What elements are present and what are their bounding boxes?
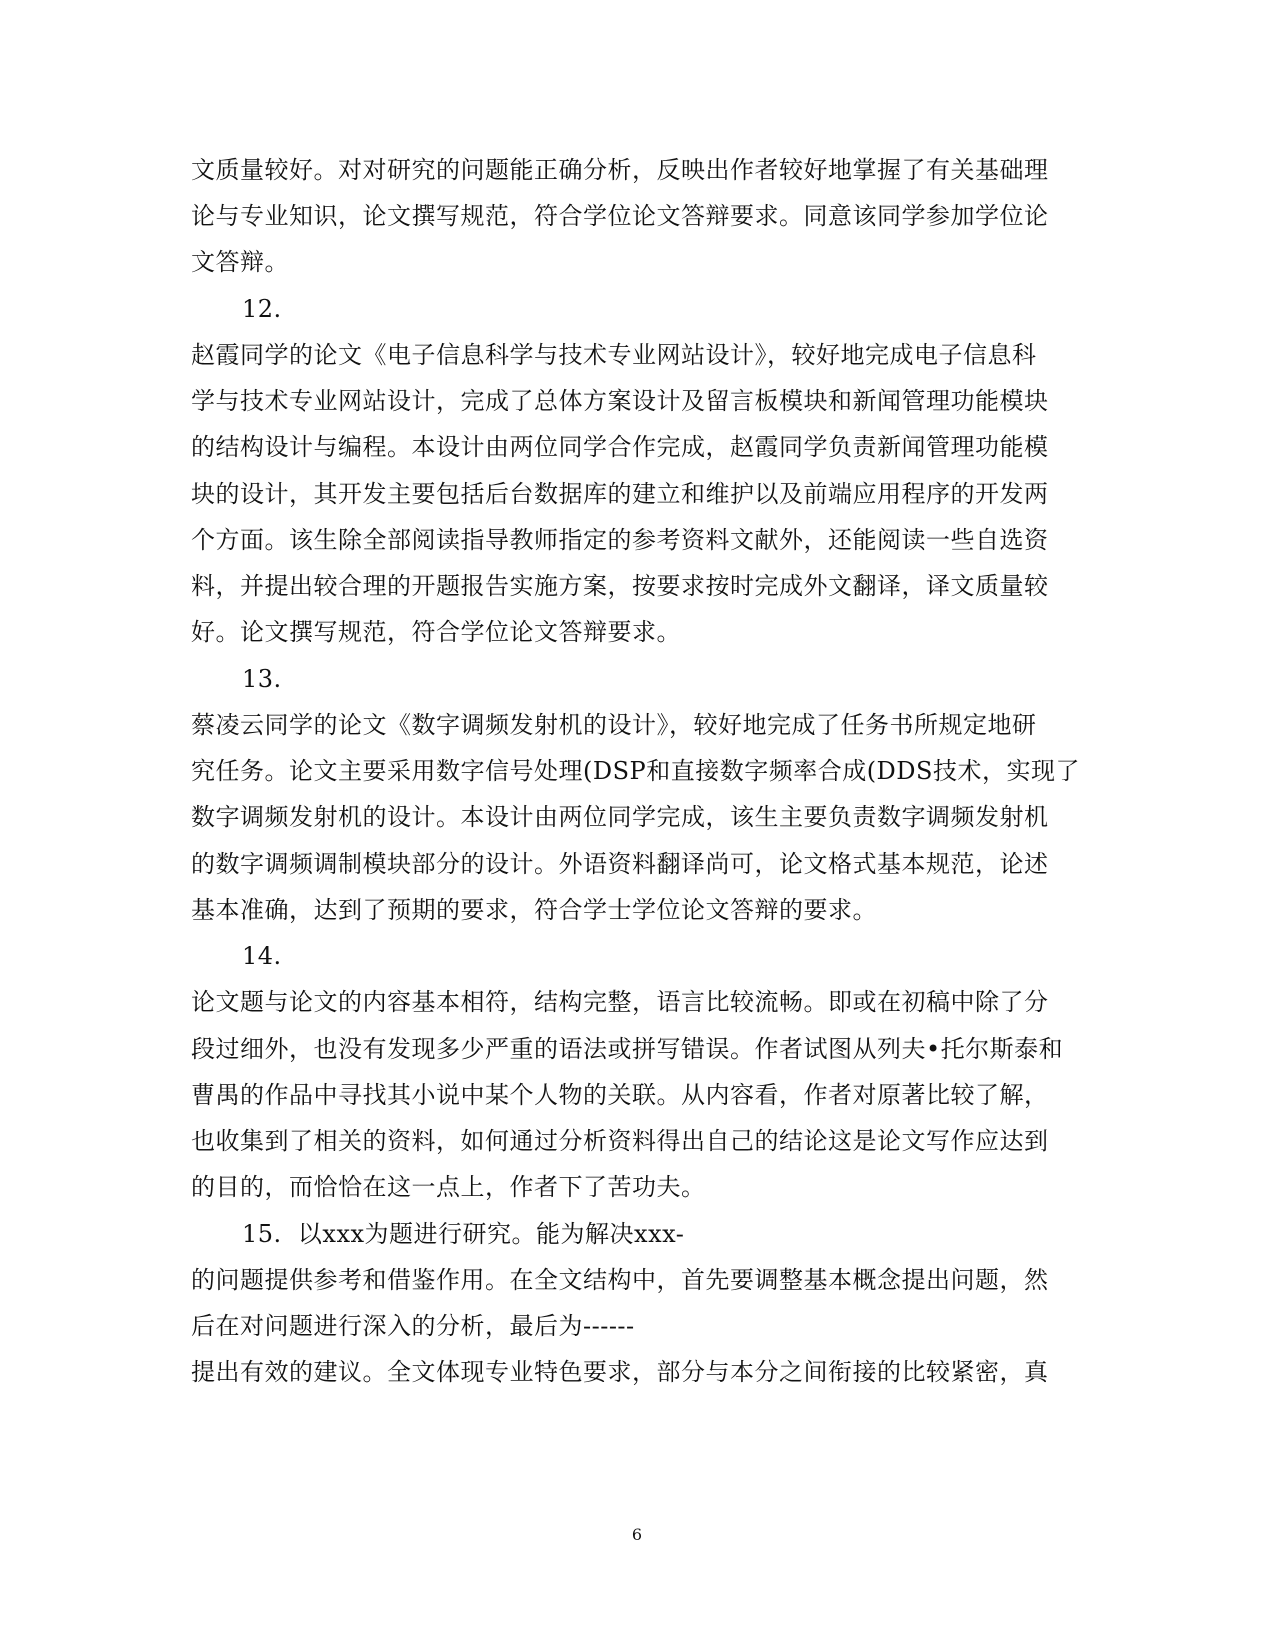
page-number: 6 <box>631 1525 643 1544</box>
item-number: 14. <box>242 942 282 970</box>
text-line: 蔡凌云同学的论文《数字调频发射机的设计》，较好地完成了任务书所规定地研 <box>191 711 1037 739</box>
text-line: 也收集到了相关的资料，如何通过分析资料得出自己的结论这是论文写作应达到 <box>191 1127 1049 1155</box>
text-line: 曹禺的作品中寻找其小说中某个人物的关联。从内容看，作者对原著比较了解， <box>191 1081 1049 1109</box>
text-line: 赵霞同学的论文《电子信息科学与技术专业网站设计》，较好地完成电子信息科 <box>191 341 1037 369</box>
text-line: 文质量较好。对对研究的问题能正确分析，反映出作者较好地掌握了有关基础理 <box>191 156 1049 184</box>
text-line: 个方面。该生除全部阅读指导教师指定的参考资料文献外，还能阅读一些自选资 <box>191 526 1049 554</box>
text-line: 学与技术专业网站设计，完成了总体方案设计及留言板模块和新闻管理功能模块 <box>191 387 1049 415</box>
text-line: 提出有效的建议。全文体现专业特色要求，部分与本分之间衔接的比较紧密，真 <box>191 1358 1049 1386</box>
text-line: 论文题与论文的内容基本相符，结构完整，语言比较流畅。即或在初稿中除了分 <box>191 988 1049 1016</box>
text-line: 15. 以xxx为题进行研究。能为解决xxx- <box>242 1220 685 1248</box>
text-line: 的数字调频调制模块部分的设计。外语资料翻译尚可，论文格式基本规范，论述 <box>191 850 1049 878</box>
item-number: 13. <box>242 665 282 693</box>
text-line: 料，并提出较合理的开题报告实施方案，按要求按时完成外文翻译，译文质量较 <box>191 572 1049 600</box>
text-line: 块的设计，其开发主要包括后台数据库的建立和维护以及前端应用程序的开发两 <box>191 480 1049 508</box>
text-line: 数字调频发射机的设计。本设计由两位同学完成，该生主要负责数字调频发射机 <box>191 803 1049 831</box>
text-line: 后在对问题进行深入的分析，最后为------ <box>191 1312 635 1340</box>
text-line: 文答辩。 <box>191 248 289 276</box>
text-line: 基本准确，达到了预期的要求，符合学士学位论文答辩的要求。 <box>191 896 877 924</box>
text-line: 论与专业知识，论文撰写规范，符合学位论文答辩要求。同意该同学参加学位论 <box>191 202 1049 230</box>
text-line: 的结构设计与编程。本设计由两位同学合作完成，赵霞同学负责新闻管理功能模 <box>191 433 1049 461</box>
text-line: 的目的，而恰恰在这一点上，作者下了苦功夫。 <box>191 1173 706 1201</box>
text-line: 究任务。论文主要采用数字信号处理(DSP和直接数字频率合成(DDS技术，实现了 <box>191 757 1080 785</box>
text-line: 段过细外，也没有发现多少严重的语法或拼写错误。作者试图从列夫•托尔斯泰和 <box>191 1035 1064 1063</box>
text-line: 的问题提供参考和借鉴作用。在全文结构中，首先要调整基本概念提出问题，然 <box>191 1266 1049 1294</box>
text-line: 好。论文撰写规范，符合学位论文答辩要求。 <box>191 618 681 646</box>
item-number: 12. <box>242 295 282 323</box>
